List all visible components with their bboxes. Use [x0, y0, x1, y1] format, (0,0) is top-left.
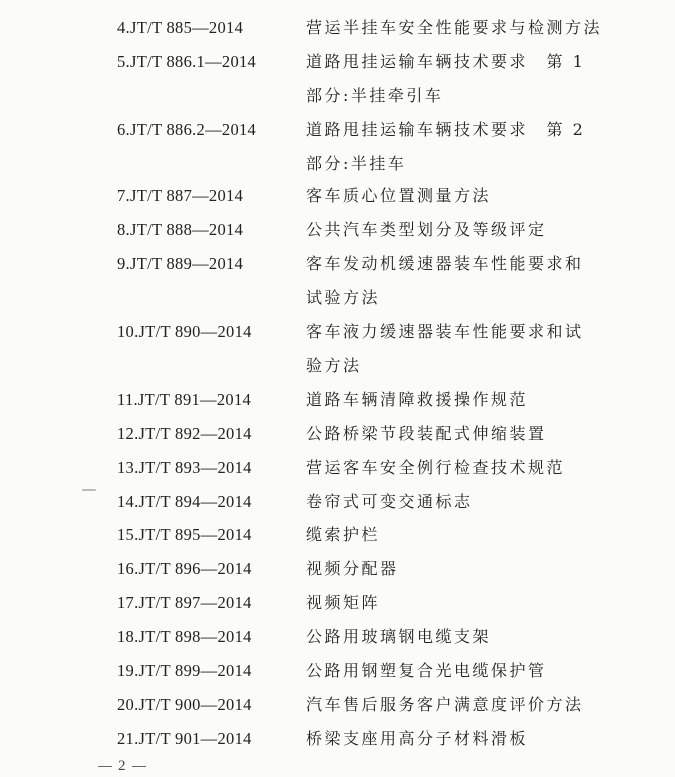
- standard-title: 卷帘式可变交通标志: [306, 492, 473, 511]
- standard-title: 缆索护栏: [306, 525, 381, 544]
- standard-code: 15.JT/T 895—2014: [117, 525, 252, 544]
- footer-dash-right: [132, 766, 146, 767]
- standard-title: 道路甩挂运输车辆技术要求 第 1 部分:半挂牵引车: [306, 52, 586, 105]
- standard-code: 12.JT/T 892—2014: [117, 424, 252, 443]
- standard-title: 汽车售后服务客户满意度评价方法: [306, 695, 584, 714]
- scan-mark: [82, 489, 96, 491]
- standard-code: 18.JT/T 898—2014: [117, 627, 252, 646]
- standard-code: 6.JT/T 886.2—2014: [117, 120, 257, 139]
- standard-code: 17.JT/T 897—2014: [117, 593, 252, 612]
- standard-title: 客车发动机缓速器装车性能要求和 试验方法: [306, 254, 584, 307]
- standard-code: 21.JT/T 901—2014: [117, 729, 252, 748]
- standard-title: 视频分配器: [306, 559, 399, 578]
- standard-title: 视频矩阵: [306, 593, 381, 612]
- standard-code: 20.JT/T 900—2014: [117, 695, 252, 714]
- standard-title: 营运客车安全例行检查技术规范: [306, 458, 566, 477]
- standard-title: 客车质心位置测量方法: [306, 186, 492, 205]
- standard-title: 客车液力缓速器装车性能要求和试 验方法: [306, 322, 584, 375]
- standard-code: 9.JT/T 889—2014: [117, 254, 244, 273]
- standard-code: 5.JT/T 886.1—2014: [117, 52, 257, 71]
- standard-title: 公路用钢塑复合光电缆保护管: [306, 661, 547, 680]
- standard-code: 11.JT/T 891—2014: [117, 390, 252, 409]
- standard-title: 公路用玻璃钢电缆支架: [306, 627, 492, 646]
- standard-code: 7.JT/T 887—2014: [117, 186, 244, 205]
- standard-title: 道路车辆清障救援操作规范: [306, 390, 529, 409]
- standard-code: 13.JT/T 893—2014: [117, 458, 252, 477]
- page-number: 2: [118, 758, 126, 774]
- standard-code: 19.JT/T 899—2014: [117, 661, 252, 680]
- standard-title: 公共汽车类型划分及等级评定: [306, 220, 547, 239]
- standard-code: 8.JT/T 888—2014: [117, 220, 244, 239]
- standard-title: 公路桥梁节段装配式伸缩装置: [306, 424, 547, 443]
- standard-title: 营运半挂车安全性能要求与检测方法: [306, 18, 603, 37]
- footer-dash-left: [98, 766, 112, 767]
- page-footer: [92, 758, 152, 775]
- standard-code: 4.JT/T 885—2014: [117, 18, 244, 37]
- standard-code: 10.JT/T 890—2014: [117, 322, 252, 341]
- standard-title: 道路甩挂运输车辆技术要求 第 2 部分:半挂车: [306, 120, 586, 173]
- standard-code: 14.JT/T 894—2014: [117, 492, 252, 511]
- standard-code: 16.JT/T 896—2014: [117, 559, 252, 578]
- standard-title: 桥梁支座用高分子材料滑板: [306, 729, 529, 748]
